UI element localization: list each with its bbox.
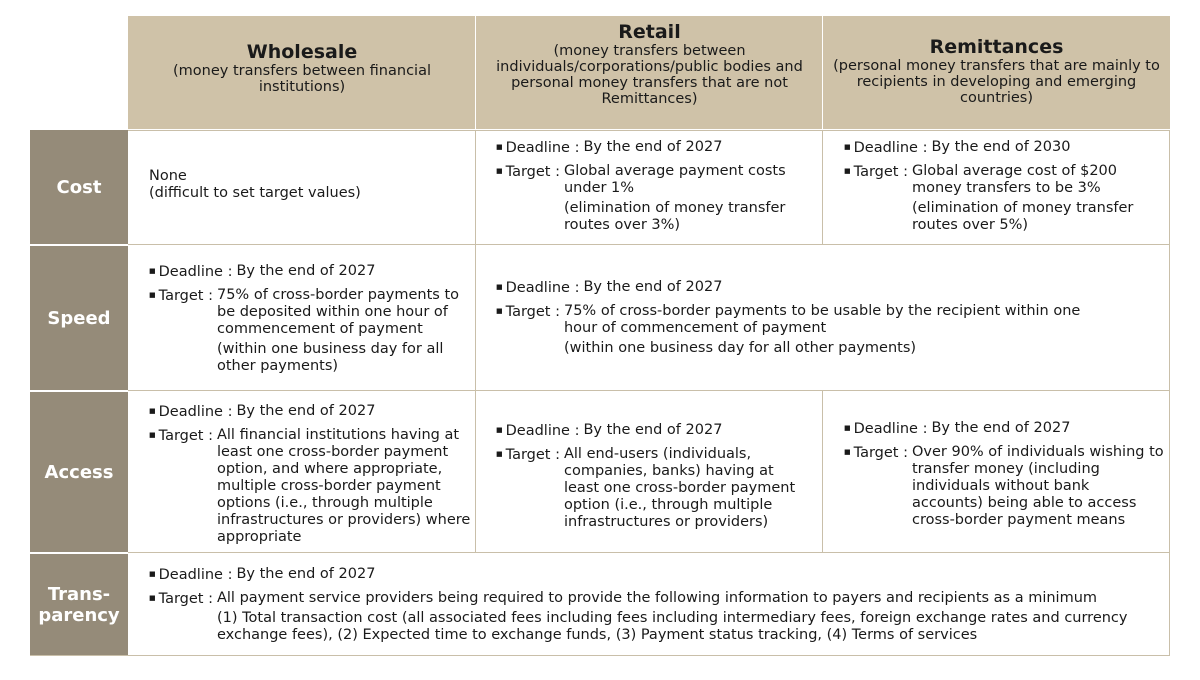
deadline-label: ■ Deadline : [496,279,579,297]
header-divider [475,16,476,129]
deadline-label: ■ Deadline : [496,422,579,440]
target-item [149,287,471,375]
row-label-text-line1: Trans- [47,584,111,605]
cost-retail-cell [496,139,818,240]
column-title: Remittances [929,36,1064,58]
deadline-value: By the end of 2027 [236,566,376,582]
deadline-value: By the end of 2027 [236,403,376,419]
target-note: (elimination of money transfer routes over 3%) [563,200,786,233]
row-label-speed [30,246,128,390]
cost-remittances-cell [844,139,1164,240]
target-item [844,163,1164,234]
column-subtitle: (money transfers between individuals/corporations/public bodies and personal money transfers that are not Remittances) [496,43,803,107]
target-value: All financial institutions having at least one cross-border payment option, and where appropriate, multiple cross-border payment options (i.e., through multiple infrastructures or providers) where appropriate [216,427,471,545]
deadline-item [149,566,1159,584]
row-label-text: Cost [56,176,102,198]
deadline-item [149,403,471,421]
target-note: (elimination of money transfer routes over 5%) [911,200,1134,233]
target-label: ■ Target : [149,287,213,375]
grid-line [128,244,1170,245]
grid-line [822,390,823,552]
speed-wholesale-cell [149,263,471,381]
header-divider [822,16,823,129]
target-item [149,427,471,546]
target-value: Global average cost of $200 money transfers to be 3% [911,163,1117,196]
transparency-cell [149,566,1159,650]
row-label-text: Speed [47,307,111,329]
deadline-item [496,279,1116,297]
deadline-label: ■ Deadline : [149,403,232,421]
deadline-label: ■ Deadline : [844,420,927,438]
deadline-item [844,420,1164,438]
deadline-label: ■ Deadline : [496,139,579,157]
target-item [844,444,1164,529]
target-value: 75% of cross-border payments to be usable by the recipient within one hour of commencement of payment [563,303,1081,336]
row-label-cost [30,130,128,244]
deadline-item [844,139,1164,157]
grid-line [128,390,1170,391]
access-retail-cell [496,422,818,537]
target-label: ■ Target : [844,444,908,529]
grid-line [128,552,1170,553]
target-item [496,163,818,234]
header-retail [476,16,823,129]
cost-wholesale-line2: (difficult to set target values) [149,185,361,201]
row-label-access [30,392,128,552]
speed-retail-remittances-cell [496,279,1116,363]
grid-line [30,655,1170,656]
header-remittances [823,16,1170,129]
target-value: All payment service providers being required to provide the following information to payers and recipients as a minimum [216,590,1098,606]
target-value: 75% of cross-border payments to be deposited within one hour of commencement of payment [216,287,460,337]
deadline-label: ■ Deadline : [844,139,927,157]
target-item [496,303,1116,357]
access-remittances-cell [844,420,1164,535]
target-label: ■ Target : [496,446,560,531]
deadline-value: By the end of 2027 [583,139,723,155]
header-wholesale [128,16,476,129]
target-note: (within one business day for all other payments) [563,340,917,356]
cost-wholesale-line1: None [149,168,187,184]
grid-line [475,244,476,390]
deadline-value: By the end of 2027 [931,420,1071,436]
deadline-label: ■ Deadline : [149,566,232,584]
column-title: Wholesale [246,41,358,63]
access-wholesale-cell [149,403,471,552]
deadline-item [496,422,818,440]
target-value: Global average payment costs under 1% [563,163,786,196]
target-label: ■ Target : [496,163,560,234]
row-label-text-line2: parency [38,605,120,626]
target-note: (within one business day for all other payments) [216,341,444,374]
grid-line [128,130,1170,131]
column-subtitle: (money transfers between financial institutions) [172,63,431,95]
target-note: (1) Total transaction cost (all associated fees including fees including intermediary fees, foreign exchange rates and currency exchange fees), (2) Expected time to exchange funds, (3) Payment status tracking, (4) Terms of services [216,610,1128,643]
grid-line [822,130,823,244]
target-label: ■ Target : [496,303,560,357]
deadline-label: ■ Deadline : [149,263,232,281]
deadline-value: By the end of 2027 [583,422,723,438]
cost-wholesale-cell [149,168,469,202]
deadline-item [149,263,471,281]
target-label: ■ Target : [149,427,213,546]
grid-line [475,130,476,244]
target-item [149,590,1159,644]
target-label: ■ Target : [844,163,908,234]
column-title: Retail [618,21,681,43]
deadline-value: By the end of 2027 [583,279,723,295]
grid-line [1169,130,1170,656]
target-label: ■ Target : [149,590,213,644]
row-label-transparency [30,554,128,656]
target-item [496,446,818,531]
grid-line [475,390,476,552]
target-value: All end-users (individuals, companies, banks) having at least one cross-border payment option (i.e., through multiple infrastructures or providers) [563,446,796,530]
deadline-value: By the end of 2027 [236,263,376,279]
deadline-item [496,139,818,157]
column-subtitle: (personal money transfers that are mainly to recipients in developing and emerging countries) [833,58,1160,106]
target-value: Over 90% of individuals wishing to transfer money (including individuals without bank accounts) being able to access cross-border payment means [911,444,1164,528]
row-label-text: Access [44,461,114,483]
deadline-value: By the end of 2030 [931,139,1071,155]
